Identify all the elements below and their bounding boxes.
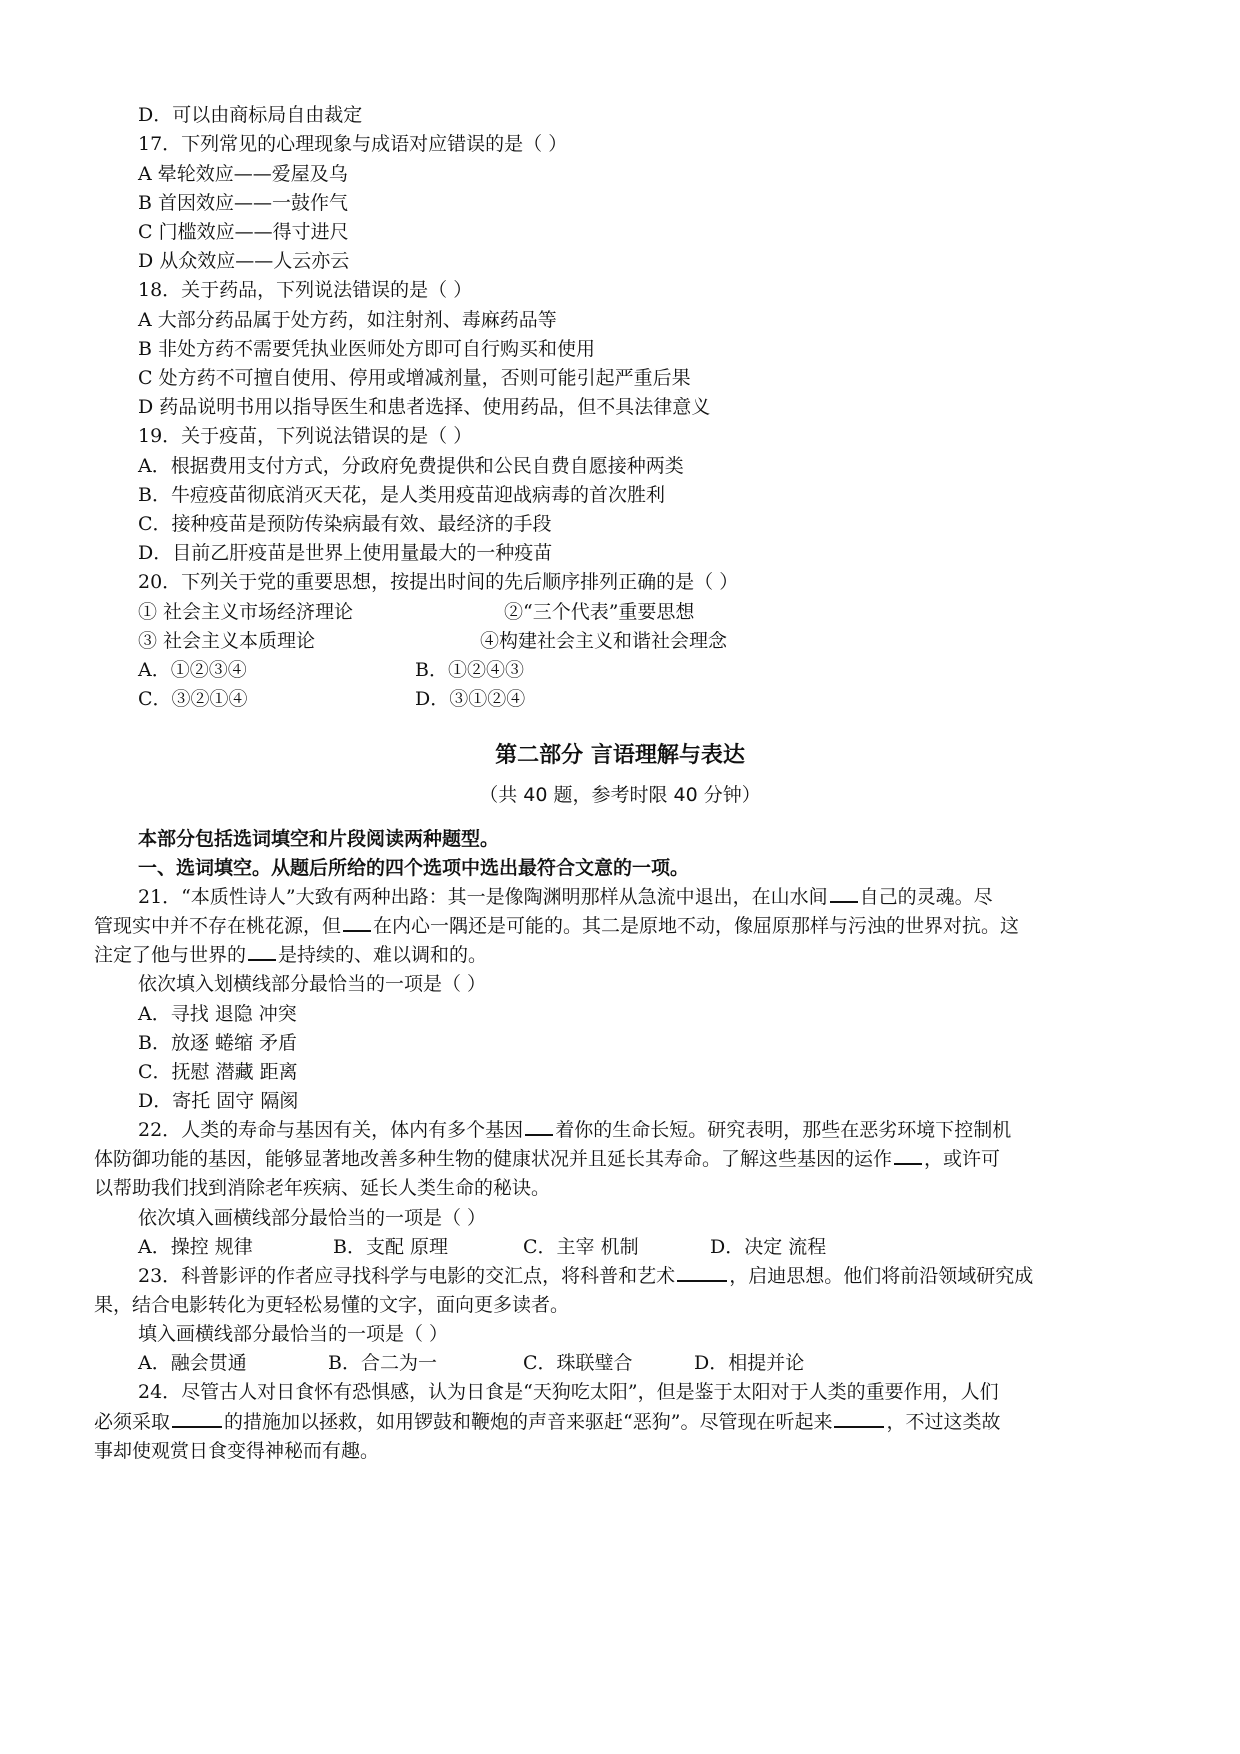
q19-option-c: C．接种疫苗是预防传染病最有效、最经济的手段 [138,513,552,535]
section1-instruction: 一、选词填空。从题后所给的四个选项中选出最符合文意的一项。 [138,857,690,879]
q19-stem: 19．关于疫苗，下列说法错误的是（ ） [138,425,473,447]
q24-line-2: 必须采取 的措施加以拯救，如用锣鼓和鞭炮的声音来驱赶“恶狗”。尽管现在听起来 ，不过这类故 [94,1408,1000,1436]
q19-option-d: D．目前乙肝疫苗是世界上使用量最大的一种疫苗 [138,542,553,564]
q23-option-b: B．合二为一 [328,1352,437,1374]
q17-option-b: B 首因效应——一鼓作气 [138,192,349,214]
q21-option-d: D．寄托 固守 隔阂 [138,1090,299,1112]
q24-line-3: 事却使观赏日食变得神秘而有趣。 [94,1440,380,1462]
q24-line-1: 24．尽管古人对日食怀有恐惧感，认为日食是“天狗吃太阳”，但是鉴于太阳对于人类的重要作用，人们 [138,1381,999,1403]
q17-option-c: C 门槛效应——得寸进尺 [138,221,349,243]
part2-subtitle: （共 40 题，参考时限 40 分钟） [479,784,761,806]
blank [677,1262,727,1282]
q21-option-c: C．抚慰 潜藏 距离 [138,1061,298,1083]
q18-option-c: C 处方药不可擅自使用、停用或增减剂量，否则可能引起严重后果 [138,367,691,389]
blank [172,1408,222,1428]
blank [830,883,858,903]
blank [343,912,371,932]
part2-intro: 本部分包括选词填空和片段阅读两种题型。 [138,828,500,850]
blank [894,1145,922,1165]
q20-option-c: C．③②①④ [138,688,248,710]
q20-option-d: D．③①②④ [415,688,526,710]
blank [834,1408,884,1428]
q20-item-1: ① 社会主义市场经济理论 [138,601,354,623]
q18-option-d: D 药品说明书用以指导医生和患者选择、使用药品，但不具法律意义 [138,396,711,418]
q17-stem: 17．下列常见的心理现象与成语对应错误的是（ ） [138,133,568,155]
q20-option-b: B．①②④③ [415,659,524,681]
q21-prompt: 依次填入划横线部分最恰当的一项是（ ） [138,973,487,995]
q21-option-b: B．放逐 蜷缩 矛盾 [138,1032,298,1054]
q22-prompt: 依次填入画横线部分最恰当的一项是（ ） [138,1207,487,1229]
q21-line-2: 管现实中并不存在桃花源，但 在内心一隅还是可能的。其二是原地不动，像屈原那样与污浊的世界对抗。这 [94,912,1019,940]
q21-line-1: 21．“本质性诗人”大致有两种出路：其一是像陶渊明那样从急流中退出，在山水间 自己的灵魂。尽 [138,883,993,911]
q16-option-d: D．可以由商标局自由裁定 [138,104,363,126]
q21-option-a: A．寻找 退隐 冲突 [138,1003,297,1025]
q19-option-b: B．牛痘疫苗彻底消灭天花，是人类用疫苗迎战病毒的首次胜利 [138,484,665,506]
q23-line-2: 果，结合电影转化为更轻松易懂的文字，面向更多读者。 [94,1294,570,1316]
q20-stem: 20．下列关于党的重要思想，按提出时间的先后顺序排列正确的是（ ） [138,571,739,593]
q19-option-a: A．根据费用支付方式，分政府免费提供和公民自费自愿接种两类 [138,455,684,477]
q20-item-4: ④构建社会主义和谐社会理念 [480,630,728,652]
q21-line-3: 注定了他与世界的 是持续的、难以调和的。 [94,941,487,969]
q22-option-b: B．支配 原理 [333,1236,449,1258]
q22-line-3: 以帮助我们找到消除老年疾病、延长人类生命的秘诀。 [94,1177,551,1199]
blank [248,941,276,961]
q23-line-1: 23．科普影评的作者应寻找科学与电影的交汇点，将科普和艺术 ，启迪思想。他们将前沿领域研究成 [138,1262,1033,1290]
q22-line-1: 22．人类的寿命与基因有关，体内有多个基因 着你的生命长短。研究表明，那些在恶劣环境下控制机 [138,1116,1011,1144]
q22-option-a: A．操控 规律 [138,1236,253,1258]
q20-item-2: ②“三个代表”重要思想 [504,601,695,623]
q17-option-d: D 从众效应——人云亦云 [138,250,350,272]
q23-option-a: A．融会贯通 [138,1352,247,1374]
q23-option-d: D．相提并论 [694,1352,805,1374]
q22-option-d: D．决定 流程 [710,1236,827,1258]
q20-item-3: ③ 社会主义本质理论 [138,630,316,652]
q23-option-c: C．珠联璧合 [523,1352,633,1374]
q20-option-a: A．①②③④ [138,659,247,681]
q23-prompt: 填入画横线部分最恰当的一项是（ ） [138,1323,449,1345]
q22-line-2: 体防御功能的基因，能够显著地改善多种生物的健康状况并且延长其寿命。了解这些基因的运作 ，或许可 [94,1145,1000,1173]
q18-option-a: A 大部分药品属于处方药，如注射剂、毒麻药品等 [138,309,557,331]
q22-option-c: C．主宰 机制 [523,1236,639,1258]
q17-option-a: A 晕轮效应——爱屋及乌 [138,163,348,185]
part2-title: 第二部分 言语理解与表达 [495,742,745,768]
blank [525,1116,553,1136]
q18-option-b: B 非处方药不需要凭执业医师处方即可自行购买和使用 [138,338,596,360]
q18-stem: 18．关于药品，下列说法错误的是（ ） [138,279,473,301]
